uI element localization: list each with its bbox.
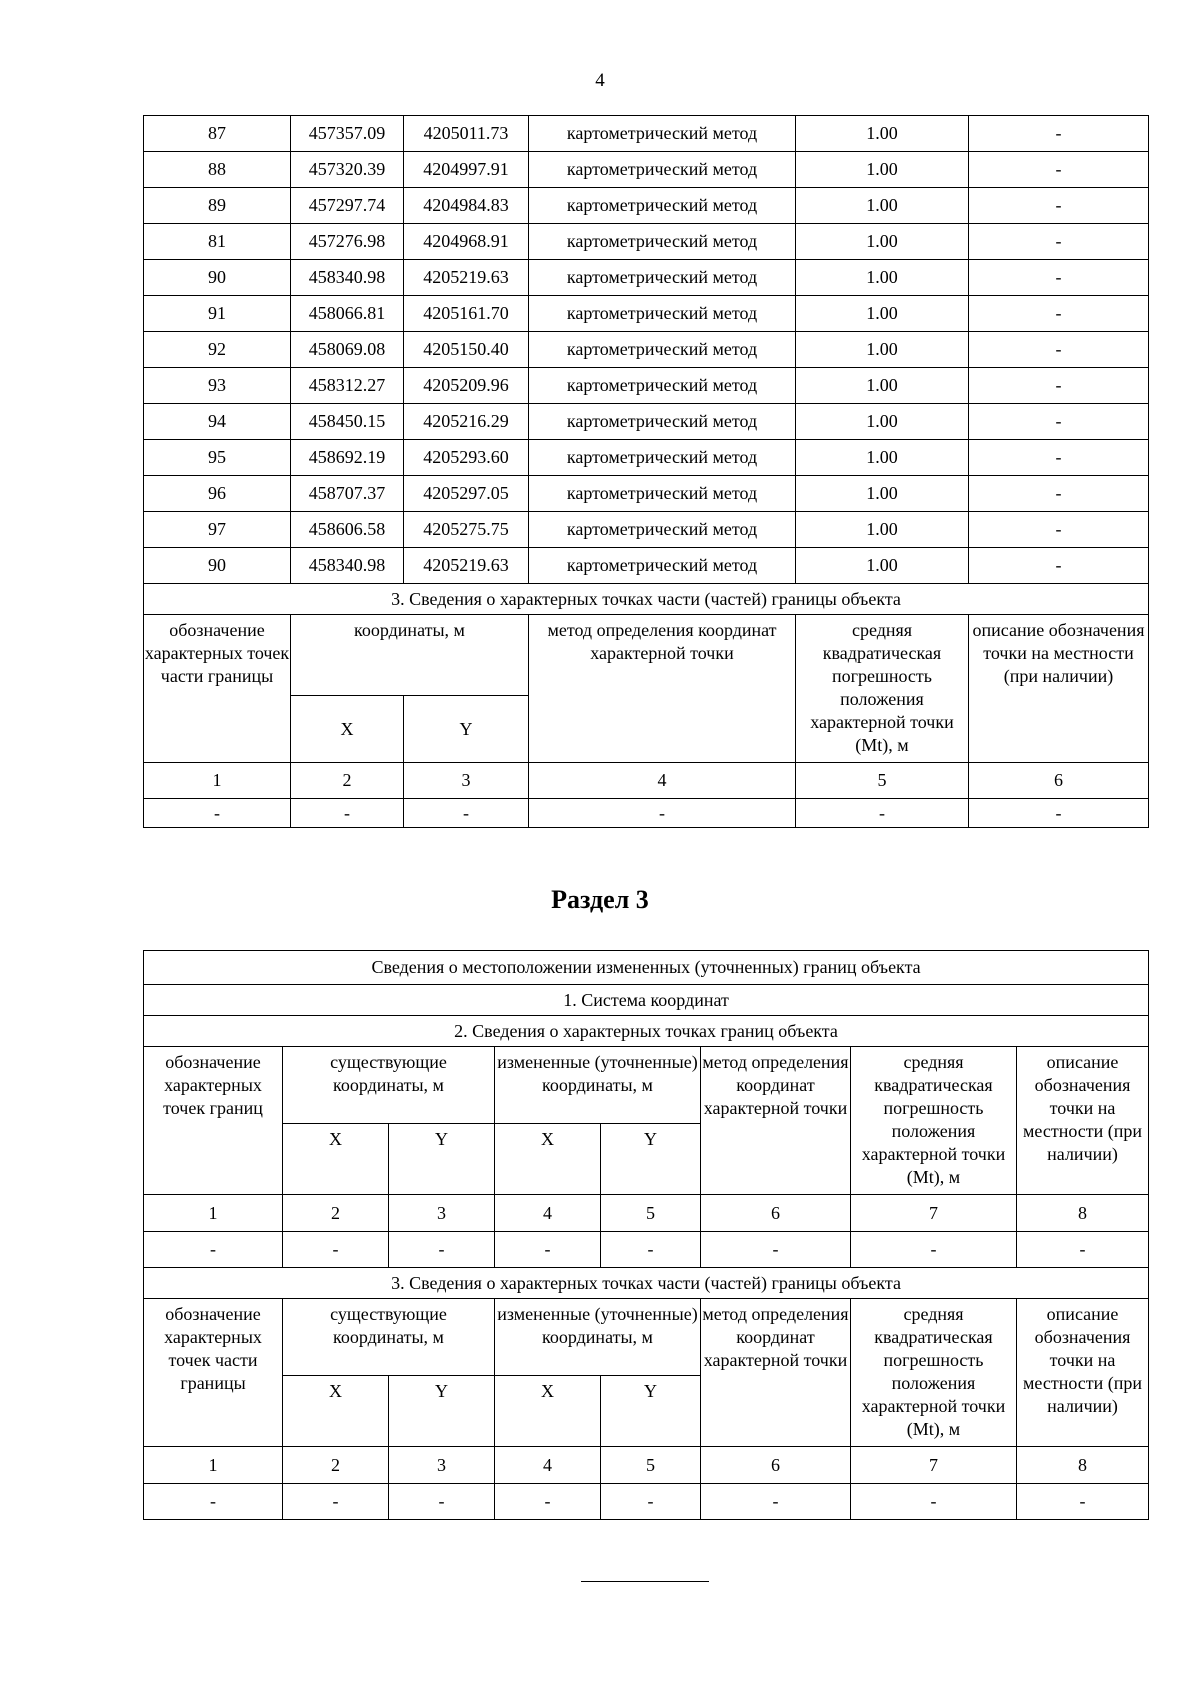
cell-coord-y: 4204984.83 <box>404 188 529 224</box>
cell-coord-y: 4205161.70 <box>404 296 529 332</box>
cell-method: картометрический метод <box>529 368 796 404</box>
cell-coord-x: 458340.98 <box>291 548 404 584</box>
column-number: 3 <box>389 1195 495 1232</box>
cell-point-id: 93 <box>144 368 291 404</box>
table-row <box>144 116 1149 152</box>
column-number: 7 <box>851 1195 1017 1232</box>
header-coordinates: координаты, м <box>291 615 529 696</box>
header-changed-y: Y <box>601 1376 701 1447</box>
cell-point-id: 91 <box>144 296 291 332</box>
header-existing-coordinates: существующие координаты, м <box>283 1047 495 1124</box>
cell-point-id: 92 <box>144 332 291 368</box>
cell-coord-x: 458606.58 <box>291 512 404 548</box>
header-description: описание обозначения точки на местности (при наличии) <box>1017 1299 1149 1447</box>
section-heading: Раздел 3 <box>551 885 649 914</box>
cell-error: 1.00 <box>796 404 969 440</box>
header-y: Y <box>404 696 529 763</box>
cell-method: картометрический метод <box>529 260 796 296</box>
cell-description: - <box>969 116 1149 152</box>
table-row <box>144 476 1149 512</box>
coordinate-system-row: 1. Система координат <box>144 985 1149 1016</box>
column-number: 6 <box>701 1447 851 1484</box>
cell-description: - <box>969 440 1149 476</box>
cell-description: - <box>969 548 1149 584</box>
cell-point-id: 87 <box>144 116 291 152</box>
column-number-row <box>144 1447 1149 1484</box>
table-row <box>144 224 1149 260</box>
cell-method: картометрический метод <box>529 476 796 512</box>
cell-point-id: 89 <box>144 188 291 224</box>
empty-cell: - <box>796 799 969 828</box>
table-row <box>144 404 1149 440</box>
table-row <box>144 152 1149 188</box>
column-number: 5 <box>601 1195 701 1232</box>
cell-error: 1.00 <box>796 116 969 152</box>
empty-cell: - <box>283 1484 389 1520</box>
cell-point-id: 88 <box>144 152 291 188</box>
cell-coord-x: 457297.74 <box>291 188 404 224</box>
cell-coord-y: 4205219.63 <box>404 548 529 584</box>
cell-point-id: 97 <box>144 512 291 548</box>
table-row <box>144 260 1149 296</box>
cell-method: картометрический метод <box>529 332 796 368</box>
column-number: 4 <box>495 1447 601 1484</box>
column-number: 5 <box>796 763 969 799</box>
boundary-points-section-title: 2. Сведения о характерных точках границ объекта <box>144 1016 1149 1047</box>
cell-description: - <box>969 188 1149 224</box>
cell-error: 1.00 <box>796 548 969 584</box>
cell-coord-x: 458066.81 <box>291 296 404 332</box>
changed-boundaries-table <box>143 950 1149 1520</box>
empty-cell: - <box>291 799 404 828</box>
empty-cell: - <box>283 1232 389 1268</box>
empty-cell: - <box>1017 1484 1149 1520</box>
cell-description: - <box>969 296 1149 332</box>
header-existing-y: Y <box>389 1376 495 1447</box>
cell-method: картометрический метод <box>529 188 796 224</box>
cell-error: 1.00 <box>796 188 969 224</box>
cell-error: 1.00 <box>796 332 969 368</box>
column-number: 3 <box>404 763 529 799</box>
cell-method: картометрический метод <box>529 440 796 476</box>
empty-cell: - <box>529 799 796 828</box>
cell-error: 1.00 <box>796 368 969 404</box>
table-row <box>144 332 1149 368</box>
empty-cell: - <box>701 1484 851 1520</box>
column-number-row <box>144 1195 1149 1232</box>
cell-error: 1.00 <box>796 260 969 296</box>
cell-coord-x: 458312.27 <box>291 368 404 404</box>
cell-coord-x: 458692.19 <box>291 440 404 476</box>
header-existing-coordinates: существующие координаты, м <box>283 1299 495 1376</box>
table-row <box>144 296 1149 332</box>
empty-cell: - <box>404 799 529 828</box>
cell-method: картометрический метод <box>529 548 796 584</box>
cell-point-id: 96 <box>144 476 291 512</box>
column-number: 2 <box>283 1195 389 1232</box>
cell-coord-y: 4205216.29 <box>404 404 529 440</box>
header-changed-coordinates: измененные (уточненные) координаты, м <box>495 1047 701 1124</box>
cell-description: - <box>969 224 1149 260</box>
header-method: метод определения координат характерной точки <box>701 1299 851 1447</box>
empty-cell: - <box>144 1484 283 1520</box>
table-row <box>144 548 1149 584</box>
header-existing-y: Y <box>389 1124 495 1195</box>
cell-point-id: 90 <box>144 260 291 296</box>
cell-coord-y: 4205297.05 <box>404 476 529 512</box>
cell-description: - <box>969 404 1149 440</box>
column-number: 2 <box>283 1447 389 1484</box>
column-number: 1 <box>144 763 291 799</box>
table-row <box>144 188 1149 224</box>
column-number: 8 <box>1017 1447 1149 1484</box>
header-changed-x: X <box>495 1376 601 1447</box>
empty-cell: - <box>1017 1232 1149 1268</box>
empty-cell: - <box>851 1232 1017 1268</box>
cell-point-id: 90 <box>144 548 291 584</box>
cell-description: - <box>969 332 1149 368</box>
cell-method: картометрический метод <box>529 512 796 548</box>
header-existing-x: X <box>283 1124 389 1195</box>
empty-cell: - <box>144 799 291 828</box>
header-method: метод определения координат характерной точки <box>529 615 796 763</box>
header-method: метод определения координат характерной точки <box>701 1047 851 1195</box>
empty-cell: - <box>495 1484 601 1520</box>
column-number: 3 <box>389 1447 495 1484</box>
empty-cell: - <box>701 1232 851 1268</box>
empty-cell: - <box>389 1484 495 1520</box>
cell-point-id: 95 <box>144 440 291 476</box>
empty-cell: - <box>851 1484 1017 1520</box>
cell-point-id: 81 <box>144 224 291 260</box>
header-changed-x: X <box>495 1124 601 1195</box>
cell-coord-y: 4205219.63 <box>404 260 529 296</box>
header-designation: обозначение характерных точек границ <box>144 1047 283 1195</box>
cell-method: картометрический метод <box>529 296 796 332</box>
column-number: 8 <box>1017 1195 1149 1232</box>
cell-coord-y: 4205275.75 <box>404 512 529 548</box>
cell-coord-y: 4204968.91 <box>404 224 529 260</box>
table-caption: Сведения о местоположении измененных (уточненных) границ объекта <box>144 951 1149 985</box>
column-number: 1 <box>144 1447 283 1484</box>
column-number: 4 <box>529 763 796 799</box>
cell-coord-y: 4205209.96 <box>404 368 529 404</box>
empty-cell-row <box>144 1232 1149 1268</box>
cell-coord-x: 457357.09 <box>291 116 404 152</box>
cell-error: 1.00 <box>796 512 969 548</box>
cell-method: картометрический метод <box>529 404 796 440</box>
header-changed-y: Y <box>601 1124 701 1195</box>
part-boundary-section-title: 3. Сведения о характерных точках части (частей) границы объекта <box>144 584 1149 615</box>
boundary-points-table <box>143 115 1149 828</box>
cell-description: - <box>969 368 1149 404</box>
table-row <box>144 440 1149 476</box>
header-changed-coordinates: измененные (уточненные) координаты, м <box>495 1299 701 1376</box>
cell-error: 1.00 <box>796 152 969 188</box>
empty-cell: - <box>601 1484 701 1520</box>
header-x: X <box>291 696 404 763</box>
empty-cell-row <box>144 1484 1149 1520</box>
cell-method: картометрический метод <box>529 116 796 152</box>
cell-coord-y: 4205150.40 <box>404 332 529 368</box>
column-number: 6 <box>969 763 1149 799</box>
cell-coord-x: 458707.37 <box>291 476 404 512</box>
part-boundary-section-title: 3. Сведения о характерных точках части (частей) границы объекта <box>144 1268 1149 1299</box>
cell-coord-y: 4205011.73 <box>404 116 529 152</box>
cell-coord-x: 458450.15 <box>291 404 404 440</box>
empty-cell: - <box>144 1232 283 1268</box>
cell-coord-y: 4204997.91 <box>404 152 529 188</box>
empty-cell: - <box>389 1232 495 1268</box>
page-number: 4 <box>595 70 605 91</box>
cell-error: 1.00 <box>796 224 969 260</box>
cell-method: картометрический метод <box>529 152 796 188</box>
footer-rule <box>581 1581 709 1582</box>
header-error: средняя квадратическая погрешность положения характерной точки (Mt), м <box>851 1047 1017 1195</box>
cell-error: 1.00 <box>796 296 969 332</box>
table-row <box>144 512 1149 548</box>
part-boundary-block <box>144 584 1149 828</box>
table-row <box>144 368 1149 404</box>
empty-cell: - <box>601 1232 701 1268</box>
empty-cell: - <box>969 799 1149 828</box>
cell-coord-x: 457320.39 <box>291 152 404 188</box>
cell-description: - <box>969 512 1149 548</box>
header-description: описание обозначения точки на местности (при наличии) <box>1017 1047 1149 1195</box>
header-designation: обозначение характерных точек части границы <box>144 615 291 763</box>
header-error: средняя квадратическая погрешность положения характерной точки (Mt), м <box>796 615 969 763</box>
cell-coord-x: 457276.98 <box>291 224 404 260</box>
column-number: 7 <box>851 1447 1017 1484</box>
cell-coord-y: 4205293.60 <box>404 440 529 476</box>
cell-coord-x: 458340.98 <box>291 260 404 296</box>
cell-coord-x: 458069.08 <box>291 332 404 368</box>
column-number: 5 <box>601 1447 701 1484</box>
header-designation: обозначение характерных точек части границы <box>144 1299 283 1447</box>
cell-point-id: 94 <box>144 404 291 440</box>
cell-description: - <box>969 152 1149 188</box>
header-existing-x: X <box>283 1376 389 1447</box>
boundary-points-body <box>144 116 1149 584</box>
column-number: 2 <box>291 763 404 799</box>
cell-description: - <box>969 476 1149 512</box>
cell-error: 1.00 <box>796 476 969 512</box>
header-error: средняя квадратическая погрешность положения характерной точки (Mt), м <box>851 1299 1017 1447</box>
header-description: описание обозначения точки на местности (при наличии) <box>969 615 1149 763</box>
cell-description: - <box>969 260 1149 296</box>
column-number: 1 <box>144 1195 283 1232</box>
column-number: 6 <box>701 1195 851 1232</box>
column-number: 4 <box>495 1195 601 1232</box>
empty-cell: - <box>495 1232 601 1268</box>
cell-error: 1.00 <box>796 440 969 476</box>
cell-method: картометрический метод <box>529 224 796 260</box>
